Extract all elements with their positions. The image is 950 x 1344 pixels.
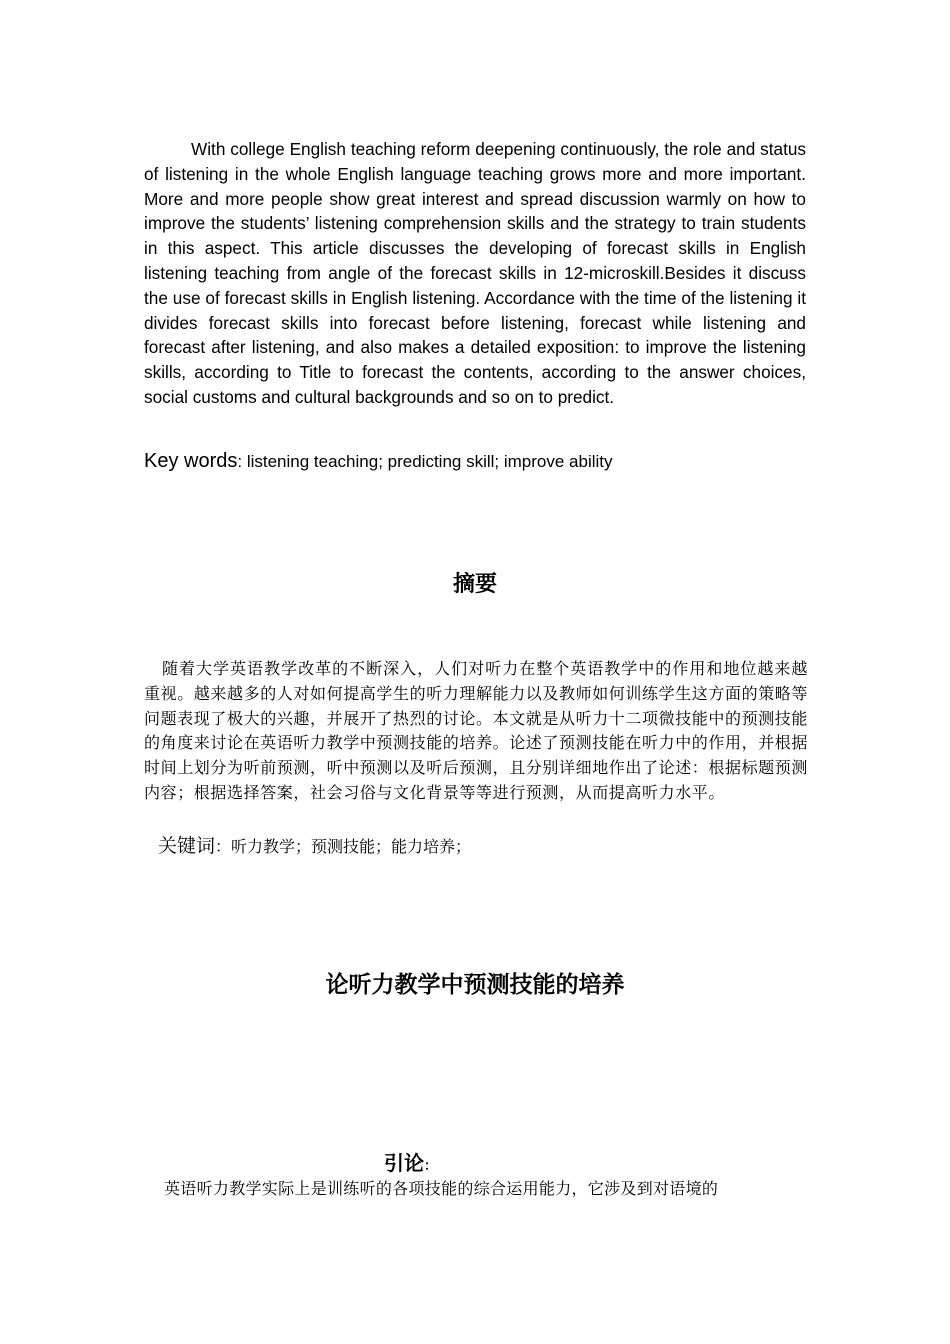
english-keywords-label: Key words [144, 450, 238, 472]
chinese-keywords-line [158, 833, 798, 860]
chinese-keywords-text: ：听力教学；预测技能；能力培养； [215, 837, 472, 856]
introduction-first-line: 英语听力教学实际上是训练听的各项技能的综合运用能力，它涉及到对语境的 [164, 1179, 719, 1198]
english-abstract-body: With college English teaching reform deepening continuously, the role and status of listening in the whole English language teaching grows more and more important. More and more people show great interest and spread discussion warmly on how to improve the students’ listening comprehension skills and the strategy to train students in this aspect. This article discusses the developing of forecast skills in English listening teaching from angle of the forecast skills in 12-microskill.Besides it discuss the use of forecast skills in English listening. Accordance with the time of the listening it divides forecast skills into forecast before listening, forecast while listening and forecast after listening, and also makes a detailed exposition: to improve the listening skills, according to Title to forecast the contents, according to the answer choices, social customs and cultural backgrounds and so on to predict. [144, 139, 806, 407]
introduction-heading-text: 引论 [384, 1151, 424, 1175]
paper-title: 论听力教学中预测技能的培养 [325, 972, 625, 998]
chinese-abstract-body: 随着大学英语教学改革的不断深入，人们对听力在整个英语教学中的作用和地位越来越重视。越来越多的人对如何提高学生的听力理解能力以及教师如何训练学生这方面的策略等问题表现了极大的兴趣，并展开了热烈的讨论。本文就是从听力十二项微技能中的预测技能的角度来讨论在英语听力教学中预测技能的培养。论述了预测技能在听力中的作用，并根据时间上划分为听前预测，听中预测以及听后预测，且分别详细地作出了论述：根据标题预测内容；根据选择答案，社会习俗与文化背景等等进行预测，从而提高听力水平。 [144, 659, 809, 802]
english-keywords-line [144, 448, 806, 475]
english-keywords-text: : listening teaching; predicting skill; improve ability [237, 452, 613, 471]
introduction-heading-colon: ： [424, 1159, 438, 1174]
chinese-keywords-label: 关键词 [158, 835, 216, 857]
chinese-abstract-title: 摘要 [452, 572, 497, 597]
